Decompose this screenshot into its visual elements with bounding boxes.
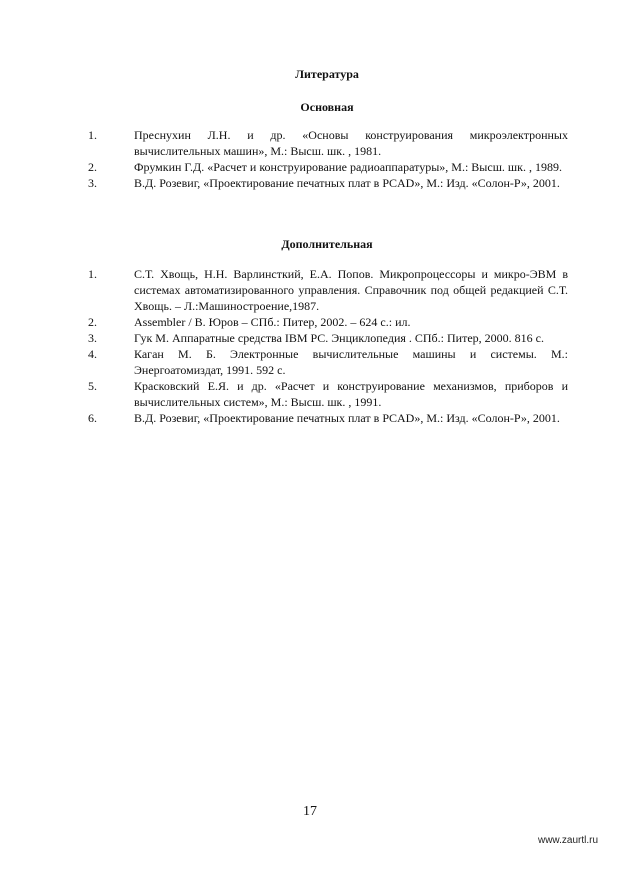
reference-text: Красковский Е.Я. и др. «Расчет и конструирование механизмов, приборов и вычислительных систем», М.: Высш. шк. , 1991. [134,379,568,409]
reference-number: 5. [88,379,97,393]
reference-item [88,410,568,426]
reference-number: 3. [88,331,97,345]
reference-item [88,127,568,159]
reference-number: 2. [88,160,97,174]
reference-item [88,378,568,410]
reference-item [88,175,568,191]
reference-number: 1. [88,267,97,281]
reference-item [88,159,568,175]
reference-text: В.Д. Розевиг, «Проектирование печатных плат в PCAD», М.: Изд. «Солон-Р», 2001. [134,411,560,425]
reference-item [88,330,568,346]
reference-item [88,266,568,314]
reference-text: В.Д. Розевиг, «Проектирование печатных плат в PCAD», М.: Изд. «Солон-Р», 2001. [134,176,560,190]
reference-text: С.Т. Хвощь, Н.Н. Варлинсткий, Е.А. Попов. Микропроцессоры и микро-ЭВМ в системах автоматизированного управления. Справочник под общей редакцией С.Т. Хвощь. – Л.:Машиностроение,1987. [134,267,568,313]
reference-item [88,346,568,378]
page-title: Литература [295,67,359,81]
watermark-url: www.zaurtl.ru [537,835,598,846]
reference-number: 3. [88,176,97,190]
reference-text: Фрумкин Г.Д. «Расчет и конструирование радиоаппаратуры», М.: Высш. шк. , 1989. [134,160,563,174]
reference-number: 6. [88,411,97,425]
reference-text: Преснухин Л.Н. и др. «Основы конструирования микроэлектронных вычислительных машин», М.: Высш. шк. , 1981. [134,128,568,158]
reference-list-additional [88,266,568,426]
reference-item [88,314,568,330]
page-number: 17 [303,804,317,819]
reference-list-primary [88,127,568,191]
reference-number: 2. [88,315,97,329]
section-heading-additional: Дополнительная [281,237,373,251]
reference-text: Assembler / В. Юров – СПб.: Питер, 2002. – 624 с.: ил. [134,315,411,329]
section-heading-primary: Основная [300,100,354,114]
reference-text: Каган М. Б. Электронные вычислительные машины и системы. М.: Энергоатомиздат, 1991. 592 с. [134,347,568,377]
reference-number: 1. [88,128,97,142]
reference-text: Гук М. Аппаратные средства IBM PC. Энциклопедия . СПб.: Питер, 2000. 816 с. [134,331,544,345]
reference-number: 4. [88,347,97,361]
